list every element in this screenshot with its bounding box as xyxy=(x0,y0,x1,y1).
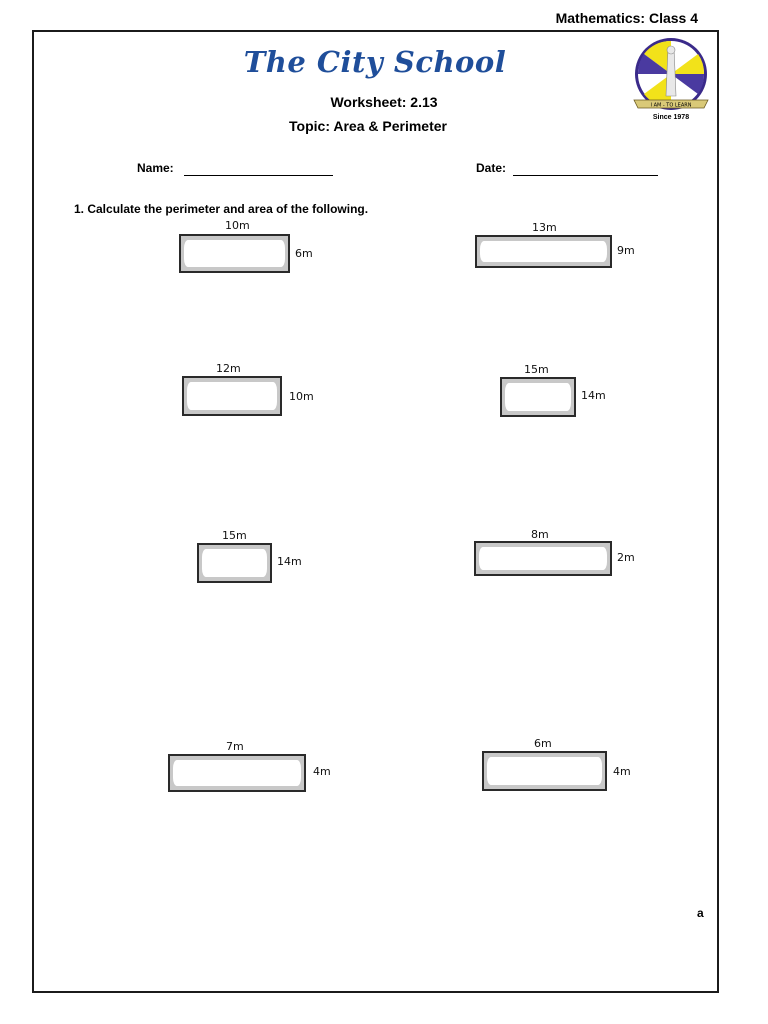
name-field[interactable] xyxy=(184,175,333,176)
shape-length-label: 13m xyxy=(532,221,557,234)
shape-length-label: 15m xyxy=(222,529,247,542)
worksheet-number: Worksheet: 2.13 xyxy=(330,94,438,110)
name-label: Name: xyxy=(137,161,174,175)
rectangle-shape xyxy=(500,377,576,417)
shape-length-label: 6m xyxy=(534,737,552,750)
shape-width-label: 10m xyxy=(289,390,314,403)
shape-width-label: 14m xyxy=(277,555,302,568)
shape-width-label: 6m xyxy=(295,247,313,260)
rectangle-shape xyxy=(179,234,290,273)
rectangle-shape xyxy=(168,754,306,792)
shape-width-label: 14m xyxy=(581,389,606,402)
rectangle-shape xyxy=(482,751,607,791)
shape-width-label: 2m xyxy=(617,551,635,564)
shape-width-label: 4m xyxy=(313,765,331,778)
question-text: 1. Calculate the perimeter and area of the following. xyxy=(74,202,369,216)
page-mark: a xyxy=(697,906,704,920)
shape-width-label: 9m xyxy=(617,244,635,257)
topic-title: Topic: Area & Perimeter xyxy=(289,118,447,134)
shape-length-label: 15m xyxy=(524,363,549,376)
rectangle-shape xyxy=(475,235,612,268)
rectangle-shape xyxy=(182,376,282,416)
shape-width-label: 4m xyxy=(613,765,631,778)
rectangle-shape xyxy=(474,541,612,576)
date-label: Date: xyxy=(476,161,507,175)
rectangle-shape xyxy=(197,543,272,583)
logo-motto: I AM - TO LEARN xyxy=(650,102,692,109)
shape-length-label: 10m xyxy=(225,219,250,232)
shape-length-label: 8m xyxy=(531,528,549,541)
school-name: The City School xyxy=(243,45,507,79)
date-field[interactable] xyxy=(513,175,658,176)
logo-since-text: Since 1978 xyxy=(652,114,690,121)
subject-header: Mathematics: Class 4 xyxy=(555,10,698,26)
shape-length-label: 7m xyxy=(226,740,244,753)
shape-length-label: 12m xyxy=(216,362,241,375)
